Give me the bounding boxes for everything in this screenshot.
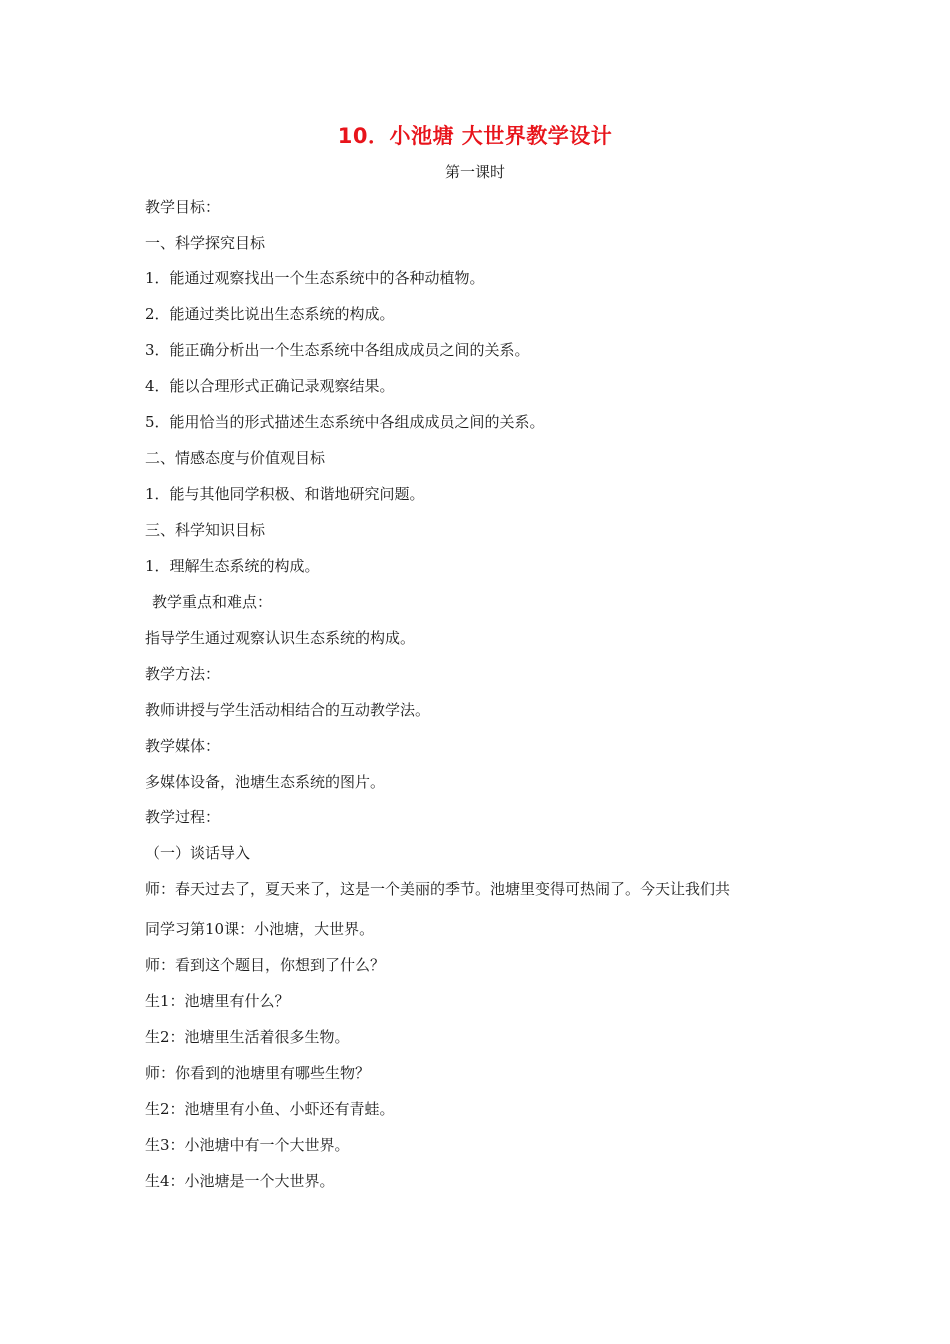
text-line: 三、科学知识目标	[145, 521, 266, 539]
text-line: 教学方法：	[145, 665, 221, 683]
text-line: 生2：池塘里有小鱼、小虾还有青蛙。	[145, 1100, 395, 1118]
text-line: 教学媒体：	[145, 737, 221, 755]
text-line: 一、科学探究目标	[145, 234, 266, 252]
text-line: 指导学生通过观察认识生态系统的构成。	[145, 629, 416, 647]
text-line: 1．能通过观察找出一个生态系统中的各种动植物。	[145, 269, 485, 287]
text-line: 2．能通过类比说出生态系统的构成。	[145, 305, 395, 323]
document-title: 10．小池塘 大世界教学设计	[337, 124, 613, 148]
text-line: 1．理解生态系统的构成。	[145, 557, 320, 575]
text-line: 教学过程：	[145, 808, 221, 826]
text-line: 3．能正确分析出一个生态系统中各组成成员之间的关系。	[145, 341, 530, 359]
text-line: 师：春天过去了，夏天来了，这是一个美丽的季节。池塘里变得可热闹了。今天让我们共	[145, 880, 731, 898]
document-subtitle: 第一课时	[444, 163, 505, 181]
text-line: 教学重点和难点：	[152, 593, 273, 611]
text-line: 4．能以合理形式正确记录观察结果。	[145, 377, 395, 395]
text-line: 生1：池塘里有什么？	[145, 992, 290, 1010]
text-line: 1．能与其他同学积极、和谐地研究问题。	[145, 485, 425, 503]
text-line: 5．能用恰当的形式描述生态系统中各组成成员之间的关系。	[145, 413, 545, 431]
text-line: 师：你看到的池塘里有哪些生物？	[145, 1064, 371, 1082]
text-line: 教师讲授与学生活动相结合的互动教学法。	[145, 701, 431, 719]
text-line: （一）谈话导入	[145, 844, 251, 862]
text-line: 多媒体设备，池塘生态系统的图片。	[145, 773, 386, 791]
text-line: 生4：小池塘是一个大世界。	[145, 1172, 335, 1190]
text-line: 生2：池塘里生活着很多生物。	[145, 1028, 350, 1046]
text-line: 师：看到这个题目，你想到了什么？	[145, 956, 386, 974]
text-line: 教学目标：	[145, 198, 221, 216]
text-line: 生3：小池塘中有一个大世界。	[145, 1136, 350, 1154]
text-line: 同学习第10课：小池塘，大世界。	[145, 920, 375, 938]
text-line: 二、情感态度与价值观目标	[145, 449, 326, 467]
